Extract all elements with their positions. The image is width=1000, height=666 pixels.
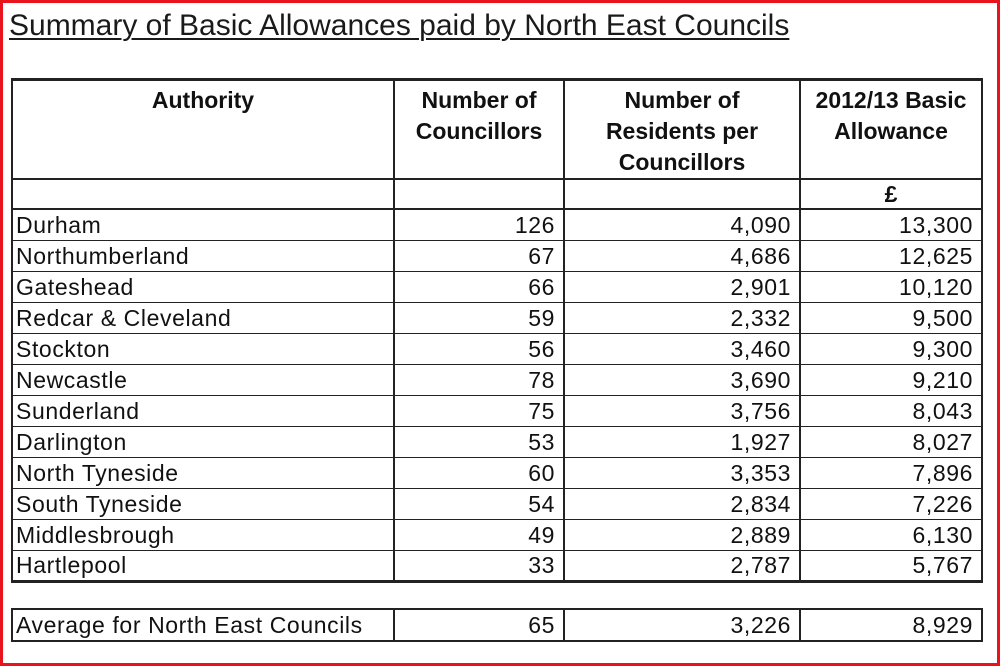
residents-cell: 2,889 [564, 519, 800, 550]
authority-cell: Hartlepool [12, 550, 394, 581]
councillors-cell: 60 [394, 457, 564, 488]
authority-cell: Gateshead [12, 271, 394, 302]
authority-cell: North Tyneside [12, 457, 394, 488]
councillors-cell: 66 [394, 271, 564, 302]
table-row [12, 364, 982, 395]
table-row [12, 209, 982, 240]
allowance-cell: 12,625 [800, 240, 982, 271]
table-row [12, 302, 982, 333]
residents-cell: 3,756 [564, 395, 800, 426]
authority-cell: Redcar & Cleveland [12, 302, 394, 333]
residents-cell: 1,927 [564, 426, 800, 457]
authority-cell: Sunderland [12, 395, 394, 426]
table-row [12, 240, 982, 271]
allowance-cell: 10,120 [800, 271, 982, 302]
councillors-cell: 78 [394, 364, 564, 395]
header-allowance: 2012/13 Basic Allowance [800, 80, 982, 180]
councillors-cell: 33 [394, 550, 564, 581]
residents-cell: 2,787 [564, 550, 800, 581]
average-councillors: 65 [394, 609, 564, 641]
allowance-cell: 5,767 [800, 550, 982, 581]
header-row [12, 80, 982, 180]
header-authority: Authority [12, 80, 394, 180]
councillors-cell: 53 [394, 426, 564, 457]
authority-cell: Darlington [12, 426, 394, 457]
residents-cell: 3,690 [564, 364, 800, 395]
average-residents: 3,226 [564, 609, 800, 641]
authority-cell: Middlesbrough [12, 519, 394, 550]
average-row [12, 609, 982, 641]
allowance-cell: 7,226 [800, 488, 982, 519]
average-label: Average for North East Councils [12, 609, 394, 641]
residents-cell: 2,901 [564, 271, 800, 302]
table-row [12, 550, 982, 581]
table-row [12, 426, 982, 457]
allowance-cell: 13,300 [800, 209, 982, 240]
authority-cell: Newcastle [12, 364, 394, 395]
table-row [12, 519, 982, 550]
councillors-cell: 54 [394, 488, 564, 519]
page-title: Summary of Basic Allowances paid by North East Councils [9, 9, 790, 42]
residents-cell: 4,686 [564, 240, 800, 271]
councillors-cell: 49 [394, 519, 564, 550]
residents-cell: 4,090 [564, 209, 800, 240]
currency-unit: £ [800, 179, 982, 209]
residents-cell: 2,834 [564, 488, 800, 519]
table-row [12, 333, 982, 364]
table-row [12, 488, 982, 519]
header-councillors: Number of Councillors [394, 80, 564, 180]
authority-cell: Durham [12, 209, 394, 240]
allowance-cell: 8,027 [800, 426, 982, 457]
authority-cell: Stockton [12, 333, 394, 364]
header-residents: Number of Residents per Councillors [564, 80, 800, 180]
councillors-cell: 59 [394, 302, 564, 333]
authority-cell: South Tyneside [12, 488, 394, 519]
allowance-cell: 7,896 [800, 457, 982, 488]
councillors-cell: 67 [394, 240, 564, 271]
councillors-cell: 126 [394, 209, 564, 240]
allowances-table [11, 78, 983, 583]
councillors-cell: 56 [394, 333, 564, 364]
average-table [11, 608, 983, 642]
table-row [12, 457, 982, 488]
allowance-cell: 9,210 [800, 364, 982, 395]
average-allowance: 8,929 [800, 609, 982, 641]
residents-cell: 3,353 [564, 457, 800, 488]
allowance-cell: 9,500 [800, 302, 982, 333]
allowance-cell: 9,300 [800, 333, 982, 364]
authority-cell: Northumberland [12, 240, 394, 271]
unit-cell-empty [12, 179, 394, 209]
councillors-cell: 75 [394, 395, 564, 426]
unit-cell-empty [564, 179, 800, 209]
table-row [12, 395, 982, 426]
residents-cell: 3,460 [564, 333, 800, 364]
unit-row [12, 179, 982, 209]
table-row [12, 271, 982, 302]
allowance-cell: 6,130 [800, 519, 982, 550]
residents-cell: 2,332 [564, 302, 800, 333]
unit-cell-empty [394, 179, 564, 209]
allowance-cell: 8,043 [800, 395, 982, 426]
table-body [12, 209, 982, 581]
